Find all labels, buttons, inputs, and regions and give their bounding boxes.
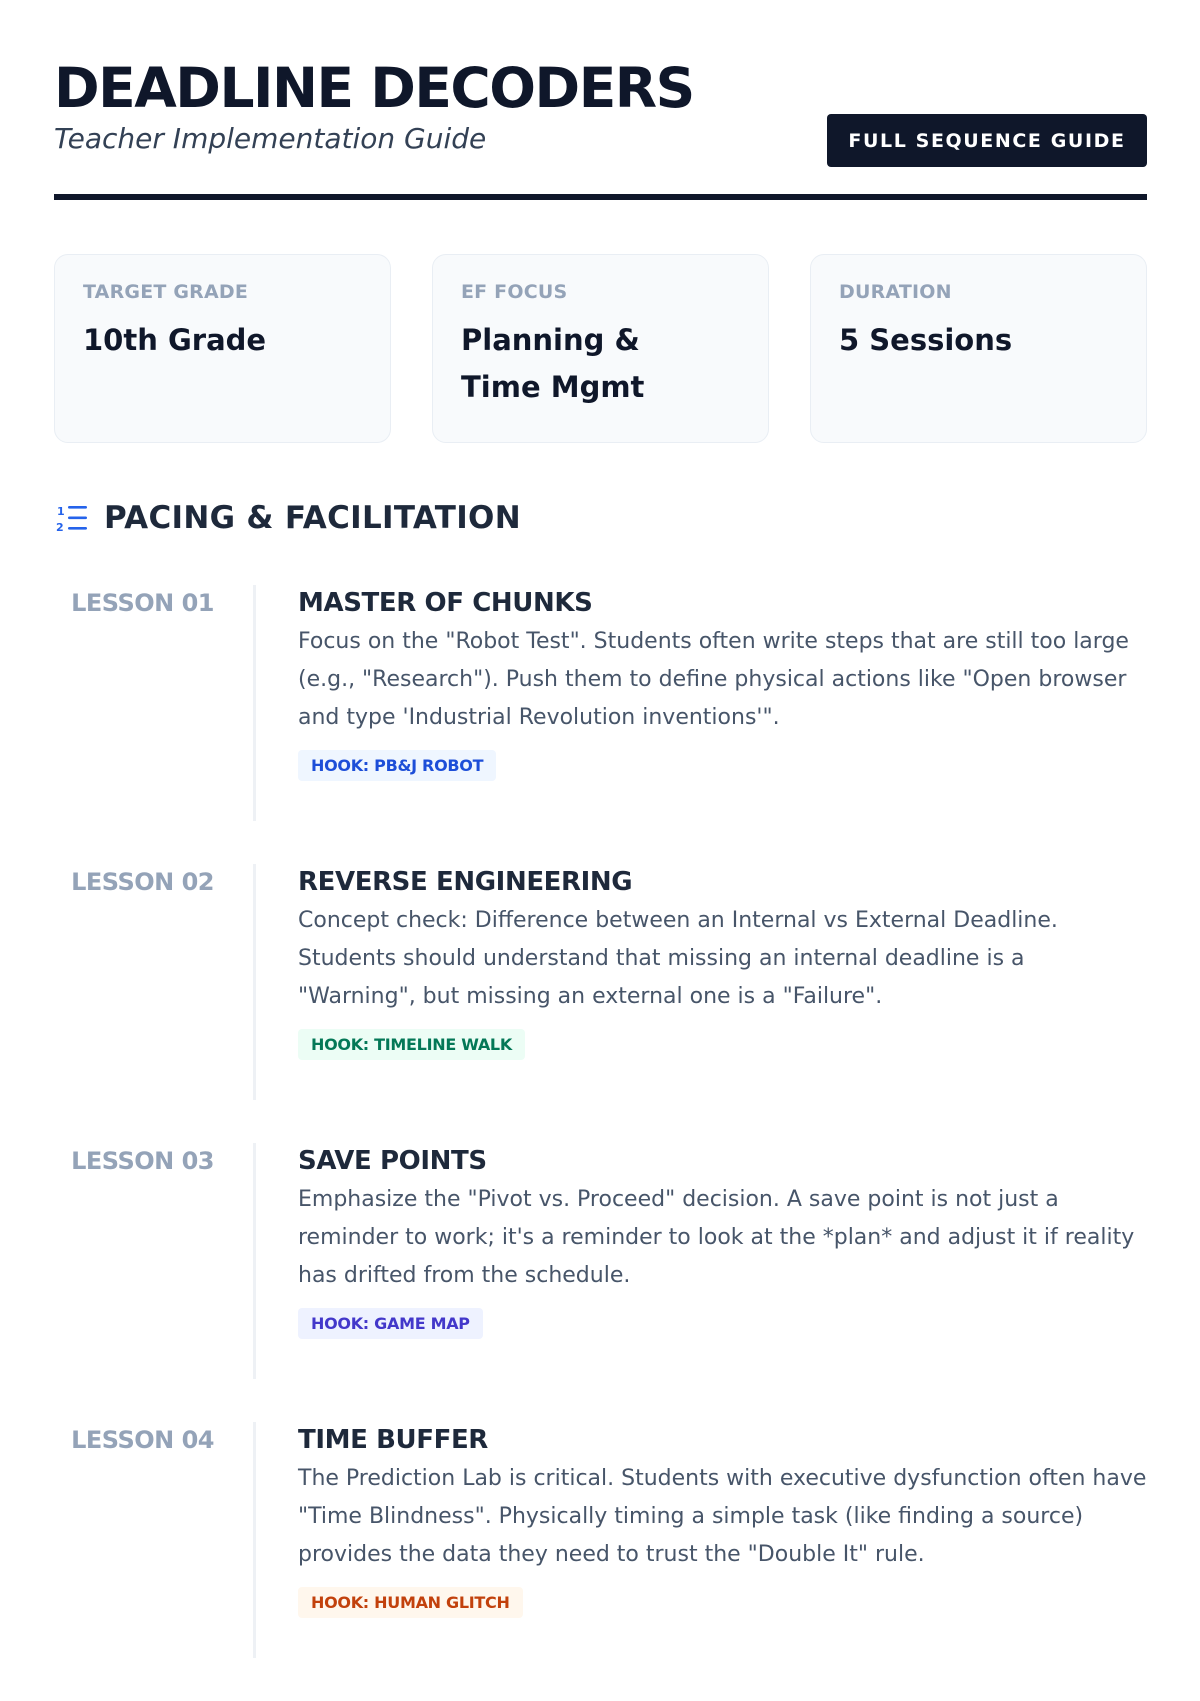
card-value: Planning & Time Mgmt [461,323,645,404]
card-label: DURATION [839,281,952,303]
card-value: 10th Grade [83,323,267,357]
section-header [54,500,521,536]
summary-cards [54,254,1147,443]
lesson-title: TIME BUFFER [298,1425,488,1455]
lesson-description: Focus on the "Robot Test". Students often write steps that are still too large (e.g., "Research"). Push them to define physical actions like "Open browser and type 'Industrial Revolution inventions'". [298,629,1129,730]
timeline-divider [253,1143,256,1379]
lesson-item [54,585,1147,864]
svg-text:1: 1 [57,505,65,518]
lesson-number: LESSON 01 [71,589,214,617]
card-value: 5 Sessions [839,323,1013,357]
lesson-description: Concept check: Difference between an Internal vs External Deadline. Students should understand that missing an internal deadline is a "Warning", but missing an external one is a "Failure". [298,908,1058,1009]
lesson-list [54,585,1147,1701]
lesson-item [54,1143,1147,1422]
hook-badge: HOOK: GAME MAP [298,1308,483,1339]
numbered-list-icon [54,500,90,536]
hook-badge: HOOK: HUMAN GLITCH [298,1587,523,1618]
full-sequence-guide-button[interactable]: FULL SEQUENCE GUIDE [827,114,1147,167]
timeline-divider [253,1422,256,1658]
duration-card [810,254,1147,443]
lesson-title: SAVE POINTS [298,1146,487,1176]
lesson-title: REVERSE ENGINEERING [298,867,633,897]
page-header [54,55,1147,201]
lesson-description: The Prediction Lab is critical. Students with executive dysfunction often have "Time Blindness". Physically timing a simple task (like finding a source) provides the data they need to trust the "Double It" rule. [298,1466,1147,1567]
ef-focus-card [432,254,769,443]
lesson-description: Emphasize the "Pivot vs. Proceed" decision. A save point is not just a reminder to work; it's a reminder to look at the *plan* and adjust it if reality has drifted from the schedule. [298,1187,1135,1288]
hook-badge: HOOK: TIMELINE WALK [298,1029,525,1060]
section-title: PACING & FACILITATION [104,500,521,536]
lesson-title: MASTER OF CHUNKS [298,588,593,618]
hook-badge: HOOK: PB&J ROBOT [298,750,496,781]
lesson-item [54,864,1147,1143]
card-label: TARGET GRADE [83,281,249,303]
lesson-number: LESSON 02 [71,868,214,896]
lesson-number: LESSON 04 [71,1426,214,1454]
page-title: DEADLINE DECODERS [54,56,694,120]
timeline-divider [253,585,256,821]
svg-text:2: 2 [56,521,64,534]
lesson-item [54,1422,1147,1701]
lesson-number: LESSON 03 [71,1147,214,1175]
card-label: EF FOCUS [461,281,568,303]
timeline-divider [253,864,256,1100]
page-subtitle: Teacher Implementation Guide [54,122,487,155]
target-grade-card [54,254,391,443]
header-divider [54,194,1147,200]
